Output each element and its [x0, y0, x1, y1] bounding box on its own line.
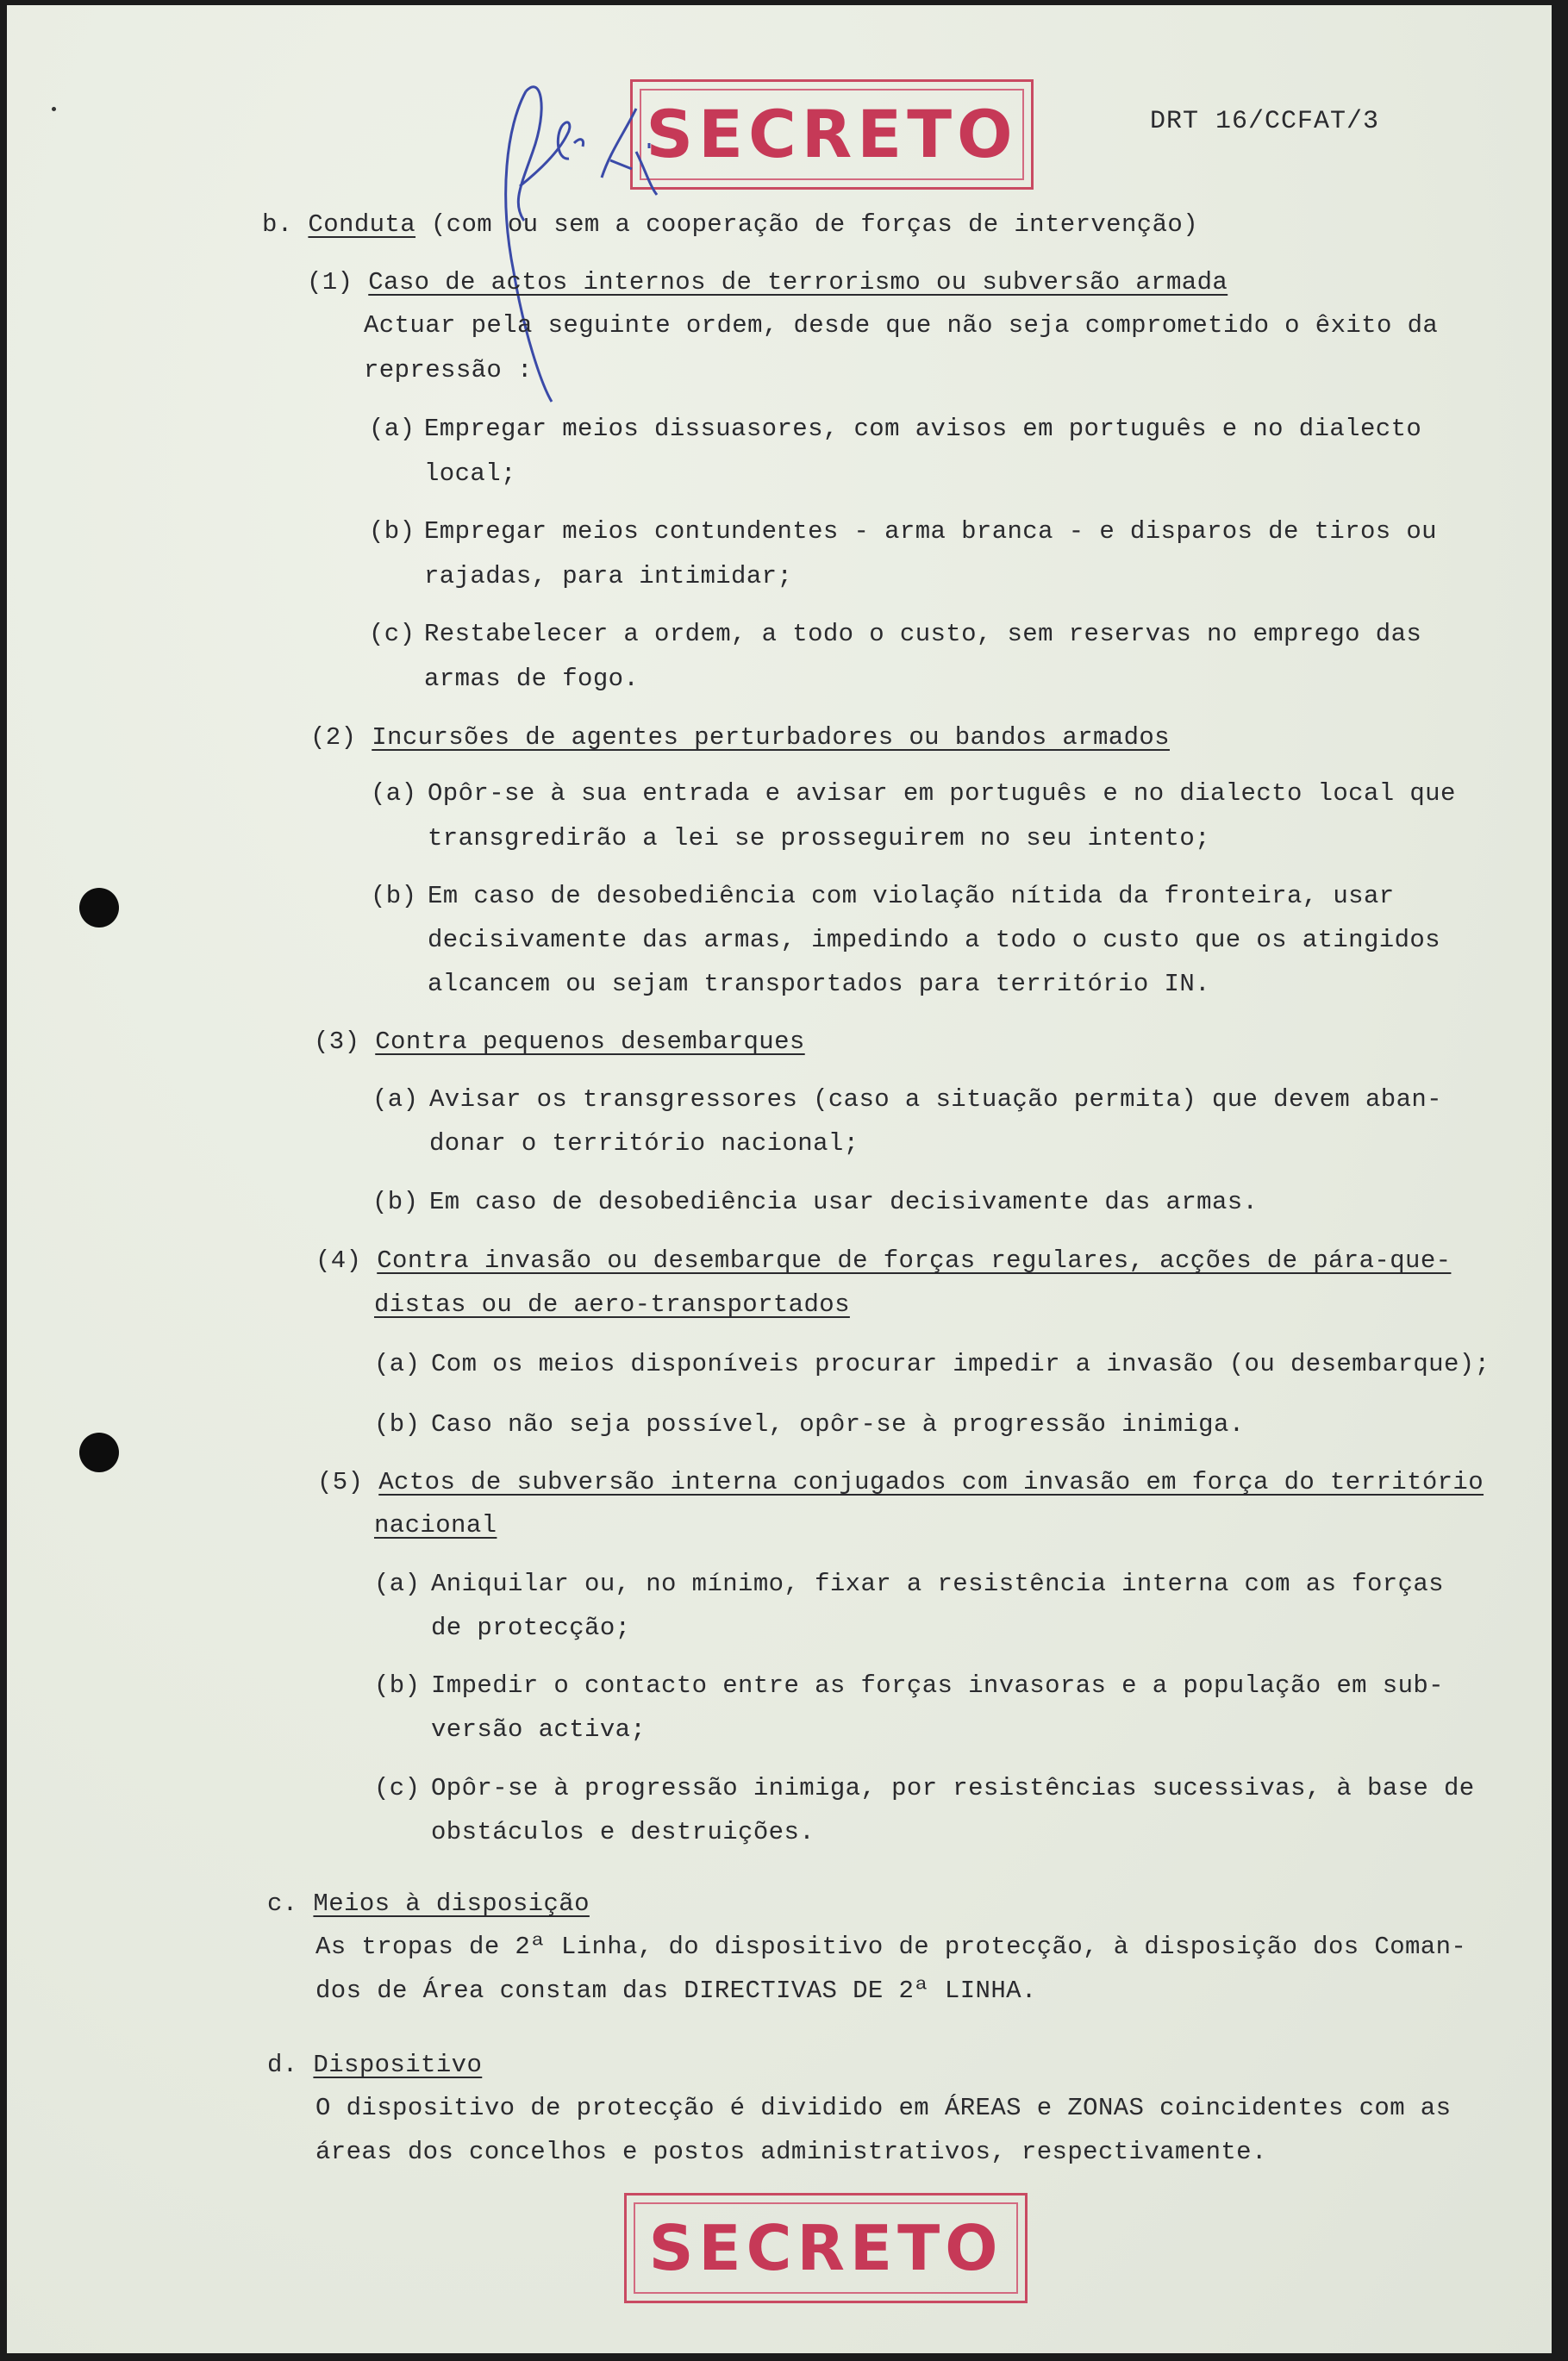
item-3-heading: (3) Contra pequenos desembarques [314, 1027, 805, 1056]
item-5-c-text: obstáculos e destruições. [431, 1818, 815, 1846]
speck [52, 107, 56, 111]
document-page [7, 5, 1552, 2353]
item-5-a-label: (a) [374, 1570, 421, 1598]
punch-hole-top [79, 888, 119, 928]
item-4-heading: (4) Contra invasão ou desembarque de forças regulares, acções de pára-que- [315, 1246, 1452, 1275]
item-5-b-text: Impedir o contacto entre as forças invasoras e a população em sub- [431, 1671, 1444, 1700]
punch-hole-bottom [79, 1433, 119, 1472]
item-3-a-label: (a) [372, 1085, 419, 1114]
item-2-heading: (2) Incursões de agentes perturbadores ou bandos armados [310, 723, 1170, 752]
item-4-a-label: (a) [374, 1350, 421, 1378]
item-1-intro: repressão : [364, 356, 533, 384]
section-d-text: áreas dos concelhos e postos administrativos, respectivamente. [315, 2138, 1267, 2166]
item-2-a-text: Opôr-se à sua entrada e avisar em português e no dialecto local que [428, 779, 1456, 808]
item-1-a-label: (a) [369, 415, 415, 443]
secreto-stamp-top: SECRETO [630, 79, 1034, 190]
item-4-a-text: Com os meios disponíveis procurar impedir a invasão (ou desembarque); [431, 1350, 1490, 1378]
section-b-heading: b. Conduta (com ou sem a cooperação de forças de intervenção) [262, 210, 1199, 239]
item-2-a-label: (a) [371, 779, 417, 808]
item-1-c-text: Restabelecer a ordem, a todo o custo, sem reservas no emprego das [424, 620, 1422, 648]
item-2-b-text: decisivamente das armas, impedindo a todo o custo que os atingidos [428, 926, 1440, 954]
item-4-b-label: (b) [374, 1410, 421, 1439]
item-5-a-text: Aniquilar ou, no mínimo, fixar a resistência interna com as forças [431, 1570, 1444, 1598]
item-1-b-text: rajadas, para intimidar; [424, 562, 793, 590]
item-2-b-text: Em caso de desobediência com violação nítida da fronteira, usar [428, 882, 1395, 910]
document-reference: DRT 16/CCFAT/3 [1150, 107, 1380, 136]
section-d-text: O dispositivo de protecção é dividido em ÁREAS e ZONAS coincidentes com as [315, 2094, 1452, 2122]
section-c-heading: c. Meios à disposição [267, 1889, 590, 1918]
item-2-a-text: transgredirão a lei se prosseguirem no seu intento; [428, 824, 1210, 853]
item-2-b-label: (b) [371, 882, 417, 910]
item-1-b-text: Empregar meios contundentes - arma branca - e disparos de tiros ou [424, 517, 1437, 546]
item-5-heading: (5) Actos de subversão interna conjugados com invasão em força do território [317, 1468, 1484, 1496]
item-1-b-label: (b) [369, 517, 415, 546]
item-4-heading-cont: distas ou de aero-transportados [374, 1290, 850, 1319]
item-3-b-label: (b) [372, 1188, 419, 1216]
section-c-text: As tropas de 2ª Linha, do dispositivo de protecção, à disposição dos Coman- [315, 1933, 1467, 1961]
item-3-a-text: donar o território nacional; [429, 1129, 859, 1158]
secreto-stamp-bottom: SECRETO [624, 2193, 1028, 2303]
item-3-b-text: Em caso de desobediência usar decisivamente das armas. [429, 1188, 1259, 1216]
item-1-c-label: (c) [369, 620, 415, 648]
item-5-c-text: Opôr-se à progressão inimiga, por resistências sucessivas, à base de [431, 1774, 1475, 1802]
item-1-heading: (1) Caso de actos internos de terrorismo ou subversão armada [307, 268, 1228, 297]
item-1-c-text: armas de fogo. [424, 665, 640, 693]
item-5-b-text: versão activa; [431, 1715, 647, 1744]
section-c-text: dos de Área constam das DIRECTIVAS DE 2ª LINHA. [315, 1977, 1037, 2005]
item-5-b-label: (b) [374, 1671, 421, 1700]
item-5-heading-cont: nacional [374, 1511, 497, 1540]
item-5-c-label: (c) [374, 1774, 421, 1802]
item-2-b-text: alcancem ou sejam transportados para território IN. [428, 970, 1210, 998]
item-1-a-text: local; [424, 459, 516, 488]
item-5-a-text: de protecção; [431, 1614, 631, 1642]
item-1-intro: Actuar pela seguinte ordem, desde que não seja comprometido o êxito da [364, 311, 1439, 340]
item-4-b-text: Caso não seja possível, opôr-se à progressão inimiga. [431, 1410, 1245, 1439]
item-3-a-text: Avisar os transgressores (caso a situação permita) que devem aban- [429, 1085, 1442, 1114]
section-d-heading: d. Dispositivo [267, 2051, 483, 2079]
item-1-a-text: Empregar meios dissuasores, com avisos em português e no dialecto [424, 415, 1422, 443]
